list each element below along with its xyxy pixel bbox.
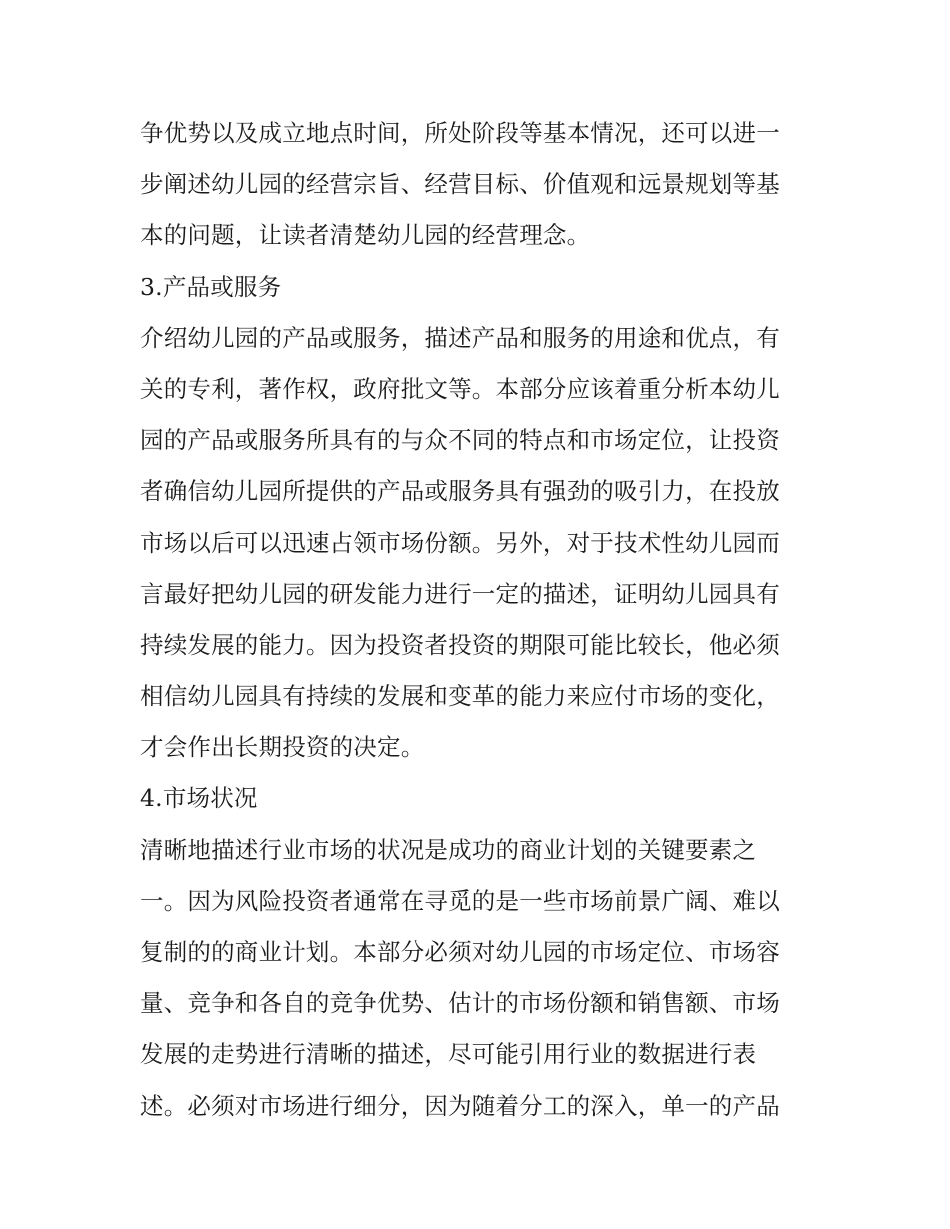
paragraph-line: 述。必须对市场进行细分，因为随着分工的深入，单一的产品 — [140, 1091, 780, 1120]
paragraph-line: 本的问题，让读者清楚幼儿园的经营理念。 — [140, 221, 591, 250]
paragraph-line: 言最好把幼儿园的研发能力进行一定的描述，证明幼儿园具有 — [140, 579, 780, 608]
paragraph-line: 复制的的商业计划。本部分必须对幼儿园的市场定位、市场容 — [140, 938, 780, 966]
document-body — [140, 108, 820, 1132]
paragraph-line: 介绍幼儿园的产品或服务，描述产品和服务的用途和优点，有 — [140, 323, 780, 352]
paragraph-line: 园的产品或服务所具有的与众不同的特点和市场定位，让投资 — [140, 426, 780, 455]
paragraph-line: 清晰地描述行业市场的状况是成功的商业计划的关键要素之 — [140, 835, 757, 864]
paragraph-line: 量、竞争和各自的竞争优势、估计的市场份额和销售额、市场 — [140, 989, 780, 1018]
paragraph-line: 才会作出长期投资的决定。 — [140, 733, 425, 762]
paragraph-line: 关的专利，著作权，政府批文等。本部分应该着重分析本幼儿 — [140, 374, 780, 403]
section-heading-products: 3.产品或服务 — [140, 272, 282, 301]
paragraph-line: 步阐述幼儿园的经营宗旨、经营目标、价值观和远景规划等基 — [140, 170, 780, 199]
paragraph-line: 市场以后可以迅速占领市场份额。另外，对于技术性幼儿园而 — [140, 528, 780, 557]
section-heading-market: 4.市场状况 — [140, 784, 258, 813]
paragraph-line: 持续发展的能力。因为投资者投资的期限可能比较长，他必须 — [140, 630, 780, 659]
paragraph-line: 争优势以及成立地点时间，所处阶段等基本情况，还可以进一 — [140, 119, 780, 147]
paragraph-line: 相信幼儿园具有持续的发展和变革的能力来应付市场的变化， — [140, 682, 780, 711]
paragraph-line: 者确信幼儿园所提供的产品或服务具有强劲的吸引力，在投放 — [140, 477, 780, 506]
paragraph-line: 一。因为风险投资者通常在寻觅的是一些市场前景广阔、难以 — [140, 886, 780, 915]
paragraph-line: 发展的走势进行清晰的描述，尽可能引用行业的数据进行表 — [140, 1040, 757, 1069]
